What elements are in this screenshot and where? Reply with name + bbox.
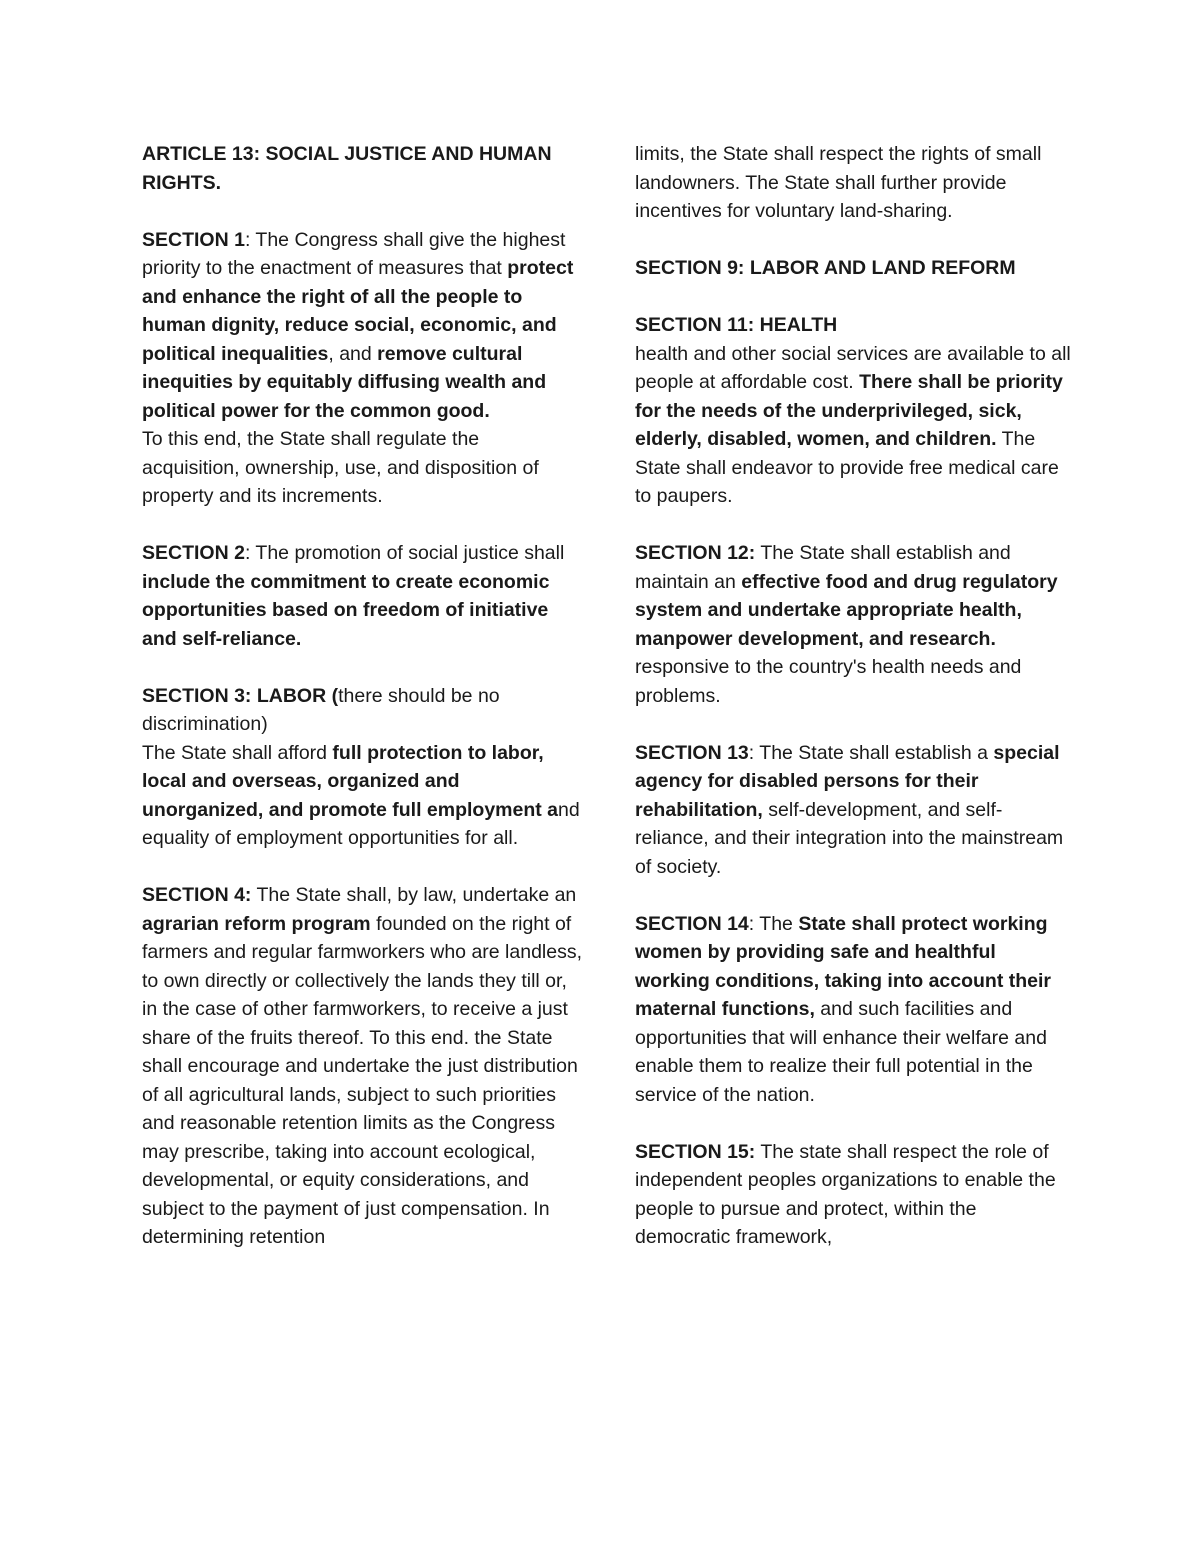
right-column	[635, 140, 1075, 1252]
section-label: SECTION 14	[635, 912, 749, 935]
section-3-body: The State shall afford full protection to labor, local and overseas, organized and unorganized, and promote full employment and equality of employment opportunities for all.	[142, 741, 580, 849]
section-2: SECTION 2: The promotion of social justice shall include the commitment to create economic opportunities based on freedom of initiative and self-reliance.	[142, 542, 565, 650]
section-label: SECTION 11: HEALTH	[635, 314, 838, 336]
spacer	[142, 853, 582, 882]
article-title: ARTICLE 13: SOCIAL JUSTICE AND HUMAN RIGHTS.	[142, 143, 552, 194]
spacer	[635, 226, 1075, 255]
section-1-continuation: To this end, the State shall regulate the acquisition, ownership, use, and disposition of property and its increments.	[142, 428, 539, 507]
section-12: SECTION 12: The State shall establish and maintain an effective food and drug regulatory system and undertake appropriate health, manpower development, and research. responsive to the country's health needs and problems.	[635, 542, 1058, 707]
section-14: SECTION 14: The State shall protect working women by providing safe and healthful working conditions, taking into account their maternal functions, and such facilities and opportunities that will enhance their welfare and enable them to realize their full potential in the service of the nation.	[635, 912, 1052, 1106]
section-label: SECTION 2	[142, 542, 245, 564]
section-label: SECTION 13	[635, 741, 749, 764]
spacer	[635, 283, 1075, 312]
spacer	[635, 1109, 1075, 1138]
section-1: SECTION 1: The Congress shall give the highest priority to the enactment of measures that protect and enhance the right of all the people to human dignity, reduce social, economic, and political inequalities, and remove cultural inequities by equitably diffusing wealth and political power for the common good.	[142, 228, 574, 422]
spacer	[142, 197, 582, 226]
section-label: SECTION 15:	[635, 1140, 756, 1163]
section-label: SECTION 4:	[142, 884, 252, 906]
section-15: SECTION 15: The state shall respect the role of independent peoples organizations to enable the people to pursue and protect, within the democratic framework,	[635, 1140, 1056, 1248]
section-3: SECTION 3: LABOR (there should be no discrimination)	[142, 684, 500, 735]
section-11: health and other social services are available to all people at affordable cost. There shall be priority for the needs of the underprivileged, sick, elderly, disabled, women, and children. The State shall endeavor to provide free medical care to paupers.	[635, 342, 1071, 507]
section-label: SECTION 9: LABOR AND LAND REFORM	[635, 257, 1016, 279]
section-label: SECTION 1	[142, 228, 245, 251]
spacer	[635, 881, 1075, 910]
spacer	[635, 710, 1075, 739]
section-9	[635, 254, 1075, 283]
section-label: SECTION 3: LABOR (	[142, 684, 339, 707]
section-label: SECTION 12:	[635, 542, 756, 564]
spacer	[635, 511, 1075, 540]
left-column	[142, 140, 582, 1252]
section-4-continuation: limits, the State shall respect the rights of small landowners. The State shall further provide incentives for voluntary land-sharing.	[635, 143, 1042, 222]
spacer	[142, 511, 582, 540]
section-11-heading	[635, 311, 1075, 340]
section-13: SECTION 13: The State shall establish a special agency for disabled persons for their rehabilitation, self-development, and self-reliance, and their integration into the mainstream of society.	[635, 741, 1064, 878]
section-4: SECTION 4: The State shall, by law, undertake an agrarian reform program founded on the right of farmers and regular farmworkers who are landless, to own directly or collectively the lands they till or, in the case of other farmworkers, to receive a just share of the fruits thereof. To this end. the State shall encourage and undertake the just distribution of all agricultural lands, subject to such priorities and reasonable retention limits as the Congress may prescribe, taking into account ecological, developmental, or equity considerations, and subject to the payment of just compensation. In determining retention	[142, 884, 583, 1248]
spacer	[142, 653, 582, 682]
